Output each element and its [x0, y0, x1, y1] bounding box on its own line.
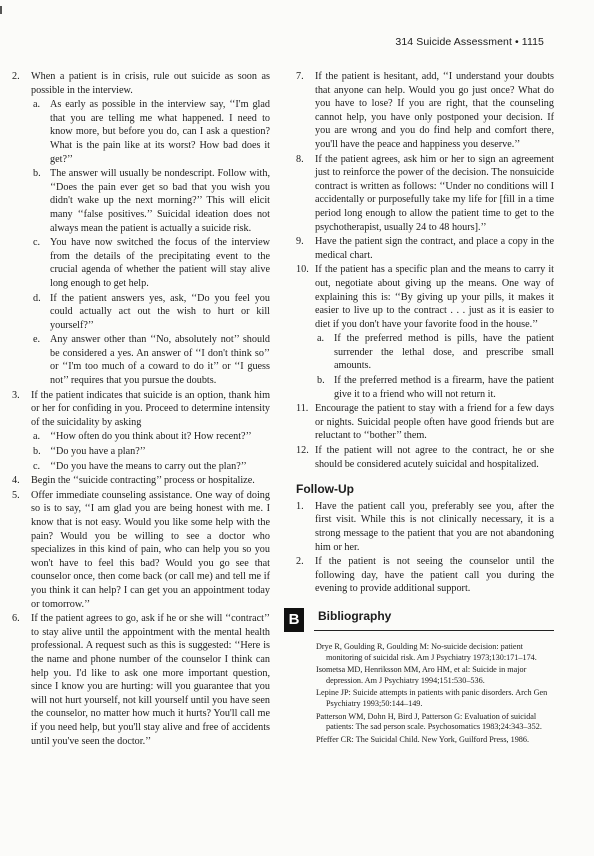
sub-item-text: ‘‘Do you have the means to carry out the plan?’’: [50, 460, 247, 472]
sub-item: [31, 430, 270, 444]
item-text: Encourage the patient to stay with a friend for a few days or nights. Suicidal people often have good friends but are reluctant to ‘‘bother’’ them.: [315, 403, 554, 442]
reference: Lepine JP: Suicide attempts in patients with panic disorders. Arch Gen Psychiatry 1993;50:144–149.: [316, 688, 548, 708]
sub-item-letter: b.: [33, 168, 41, 180]
list-item: [296, 235, 554, 262]
list-item: [296, 70, 554, 152]
sub-item: [315, 332, 554, 373]
item-text: If the patient agrees, ask him or her to sign an agreement just to reinforce the power of the decision. The nonsuicide contract is written as follows: ‘‘Under no conditions will I accidentally or purposefully take my life for [fill in a time period long enough to allow the patient time to get to the psychotherapist, usually 24 to 48 hours].’’: [315, 153, 554, 233]
sub-item-letter: a.: [33, 99, 41, 111]
page-margin-mark: [0, 6, 2, 14]
item-number: 10.: [296, 264, 309, 276]
bibliography-rule: [314, 630, 554, 631]
sub-item-letter: a.: [317, 333, 325, 345]
sub-item-letter: d.: [33, 292, 41, 304]
sub-item-text: If the preferred method is a firearm, have the patient give it to a friend who will not return it.: [334, 375, 554, 400]
item-text: Offer immediate counseling assistance. One way of doing so is to say, ‘‘I am glad you are being honest with me. I know that is not easy. Would you like some help with the pain? Would you be willing to see a doctor who specializes in this kind of pain, who can help you so you won't have to feel this bad? Would you go see that counselor once, then come back (or call me) and tell me if you think it can help? I can get you an appointment today or tomorrow.’’: [31, 489, 270, 610]
item-number: 4.: [12, 475, 20, 487]
bibliography-heading: Bibliography: [318, 608, 392, 623]
sub-item: [31, 98, 270, 166]
sub-item-text: ‘‘How often do you think about it? How recent?’’: [50, 431, 252, 443]
sub-item-letter: e.: [33, 334, 41, 346]
list-item: [12, 389, 270, 430]
sub-item-text: The answer will usually be nondescript. Follow with, ‘‘Does the pain ever get so bad that you wish you didn't wake up the next morning?’’ This will elicit many ‘‘false positives.’’ Suicidal ideation does not always mean the patient is actually a suicide risk.: [50, 168, 270, 234]
sub-item-letter: c.: [33, 460, 41, 472]
list-item: [296, 402, 554, 443]
sub-item: [31, 460, 270, 474]
list-item: [296, 500, 554, 554]
section-badge: B: [284, 608, 304, 632]
item-text: If the patient is not seeing the counselor until the following day, have the patient call you during the evening to provide additional support.: [315, 556, 554, 595]
sub-item: [31, 292, 270, 333]
item-text: Begin the ‘‘suicide contracting’’ process or hospitalize.: [31, 475, 255, 487]
sub-item-text: ‘‘Do you have a plan?’’: [50, 446, 146, 458]
item-number: 3.: [12, 389, 20, 401]
item-text: If the patient is hesitant, add, ‘‘I understand your doubts that anyone can help. Would you go just once? What do you have to lose? If you are right, that the counseling cannot help, you have only postponed your decision. If you are wrong and you do find help and comfort there, you'll have the peace and happiness you deserve.’’: [315, 71, 554, 150]
running-header: 314 Suicide Assessment • 1115: [395, 36, 544, 48]
sub-item-text: Any answer other than ‘‘No, absolutely not’’ should be considered a yes. An answer of ‘‘I don't think so’’ or ‘‘I'm too much of a coward to do it’’ or ‘‘I guess not’’ requires that you pursue the doubts.: [50, 334, 270, 387]
sub-item-letter: b.: [33, 446, 41, 458]
sub-item-letter: b.: [317, 375, 325, 387]
item-number: 2.: [296, 556, 304, 568]
sub-item-text: If the patient answers yes, ask, ‘‘Do you feel you could actually act out the wish to hurt or kill yourself?’’: [50, 292, 270, 331]
item-text: Have the patient call you, preferably see you, after the first visit. While this is not clinically necessary, it is a strong message to the patient that you are not abandoning him or her.: [315, 500, 554, 553]
item-number: 5.: [12, 489, 20, 501]
sub-item: [31, 167, 270, 235]
item-number: 11.: [296, 403, 309, 415]
list-item: [12, 70, 270, 97]
sub-item-text: You have now switched the focus of the interview from the details of the precipitating event to the crucial agenda of whether the patient will stay alive long enough to get help.: [50, 237, 270, 289]
followup-list: [296, 500, 554, 596]
list-item: [296, 444, 554, 471]
item-number: 9.: [296, 236, 304, 248]
sub-item: [31, 445, 270, 459]
item-number: 1.: [296, 500, 304, 512]
item-number: 2.: [12, 71, 20, 82]
sub-item-letter: a.: [33, 431, 41, 443]
reference: Drye R, Goulding R, Goulding M: No-suicide decision: patient monitoring of suicidal risk. Am J Psychiatry 1973;130:171–174.: [316, 641, 537, 662]
list-item: [12, 612, 270, 748]
list-item: [296, 555, 554, 596]
list-item: [296, 153, 554, 235]
sub-item: [31, 236, 270, 290]
sub-item: [31, 333, 270, 387]
list-item: [296, 263, 554, 331]
item-text: If the patient indicates that suicide is an option, thank him or her for confiding in you. Proceed to determine intensity of the suicidality by asking: [31, 389, 270, 428]
list-item: [12, 489, 270, 611]
sub-item-letter: c.: [33, 237, 41, 249]
item-number: 12.: [296, 445, 309, 457]
reference-list: [296, 642, 554, 745]
item-text: If the patient agrees to go, ask if he or she will ‘‘contract’’ to stay alive until the appointment with the mental health professional. A request such as this is suggested: ‘‘Here is the name and phone number of the counselor I think can help you. I'd like to ask one more important question, since I know you are hurting: will you guarantee that you will not hurt yourself, not kill yourself until you have seen the counselor, no matter how much it hurts? You'll call me if you need help, but you'll stay alive and free of accidents until you've seen the doctor.’’: [31, 613, 270, 747]
item-text: When a patient is in crisis, rule out suicide as soon as possible in the interview.: [31, 71, 270, 96]
reference: Patterson WM, Dohn H, Bird J, Patterson G: Evaluation of suicidal patients: The sad person scale. Psychosomatics 1983;24:343–352.: [316, 711, 542, 732]
item-number: 7.: [296, 71, 304, 82]
sub-item: [315, 374, 554, 401]
right-column: [288, 70, 554, 747]
sub-item-text: If the preferred method is pills, have the patient surrender the lethal dose, and prescribe small amounts.: [334, 333, 554, 372]
followup-heading: Follow-Up: [296, 482, 354, 497]
left-column: [12, 70, 270, 749]
item-number: 8.: [296, 153, 304, 165]
list-item: [12, 474, 270, 488]
item-number: 6.: [12, 613, 20, 625]
reference: Isometsa MD, Henriksson MM, Aro HM, et al: Suicide in major depression. Am J Psychiatry 1994;151:530–536.: [316, 665, 527, 685]
bibliography-header: [288, 608, 554, 636]
sub-item-text: As early as possible in the interview say, ‘‘I'm glad that you are telling me what happened. I need to know more, but before you do, can I ask a question? What is the pain like at its worst? How bad does it get?’’: [50, 99, 270, 165]
reference: Pfeffer CR: The Suicidal Child. New York, Guilford Press, 1986.: [316, 734, 530, 744]
right-item-list: [296, 70, 554, 471]
item-text: Have the patient sign the contract, and place a copy in the medical chart.: [315, 236, 554, 261]
item-text: If the patient will not agree to the contract, he or she should be considered acutely suicidal and hospitalized.: [315, 445, 554, 470]
item-text: If the patient has a specific plan and the means to carry it out, negotiate about giving up the means. One way of explaining this is: ‘‘By giving up your pills, it makes it easier to live up to the contract . . . just as it is easier to diet if you don't have your favorite food in the house.’’: [315, 264, 554, 330]
